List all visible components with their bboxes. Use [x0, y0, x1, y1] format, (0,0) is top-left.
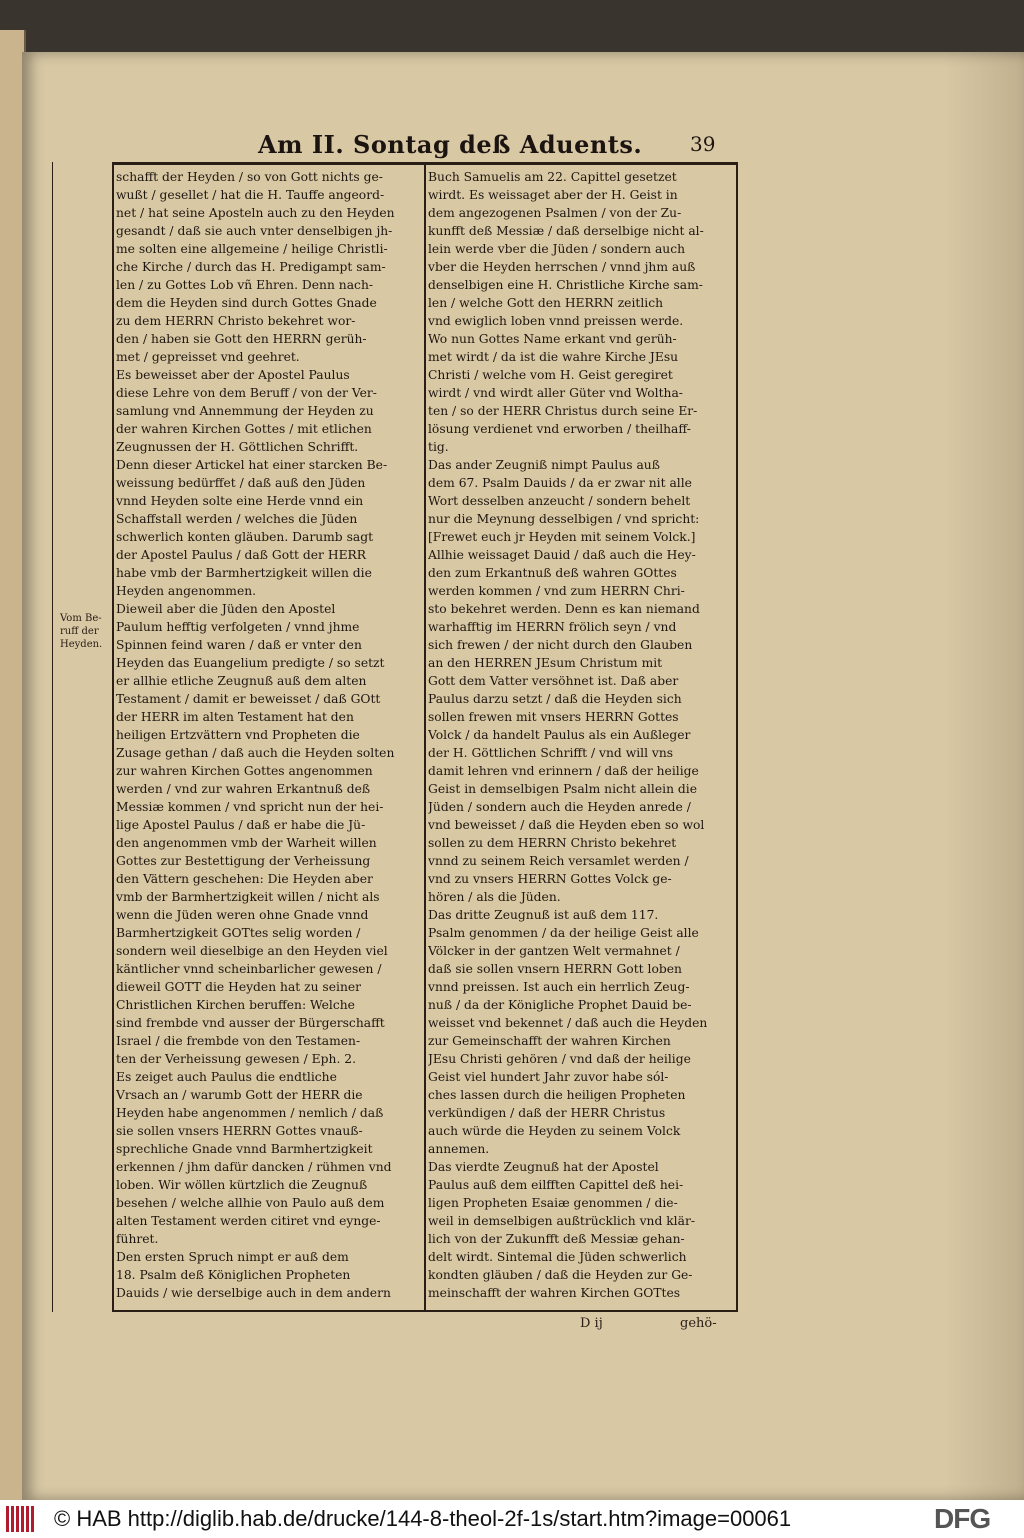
- text-line: der H. Göttlichen Schrifft / vnd will vns: [428, 746, 674, 760]
- text-line: er allhie etliche Zeugnuß auß dem alten: [116, 674, 367, 688]
- footer-copyright-link[interactable]: © HAB http://diglib.hab.de/drucke/144-8-theol-2f-1s/start.htm?image=00061: [54, 1506, 792, 1531]
- text-line: nur die Meynung desselbigen / vnd spricht:: [428, 512, 700, 526]
- text-line: Heyden das Euangelium predigte / so setzt: [116, 656, 385, 670]
- text-line: Jüden / sondern auch die Heyden anrede /: [428, 800, 691, 814]
- text-line: len / zu Gottes Lob vñ Ehren. Denn nach-: [116, 278, 374, 292]
- text-line: met / gepreisset vnd geehret.: [116, 350, 300, 364]
- text-line: Heyden angenommen.: [116, 584, 257, 598]
- text-line: schwerlich konten gläuben. Darumb sagt: [116, 530, 374, 544]
- text-line: wirdt / vnd wirdt aller Güter vnd Woltha-: [428, 386, 683, 400]
- text-line: Vrsach an / warumb Gott der HERR die: [116, 1088, 363, 1102]
- rule-margin-left: [52, 162, 53, 1312]
- text-line: besehen / welche allhie von Paulo auß dem: [116, 1196, 385, 1210]
- text-line: JEsu Christi gehören / vnd daß der heilige: [428, 1052, 691, 1066]
- text-line: Das dritte Zeugnuß ist auß dem 117.: [428, 908, 659, 922]
- rule-center: [424, 162, 426, 1312]
- text-line: meinschafft der wahren Kirchen GOTtes: [428, 1286, 681, 1300]
- text-line: zu dem HERRN Christo bekehret wor-: [116, 314, 356, 328]
- text-line: lich von der Zukunfft deß Messiæ gehan-: [428, 1232, 685, 1246]
- text-line: ten / so der HERR Christus durch seine Er-: [428, 404, 698, 418]
- margin-note: [60, 612, 102, 651]
- text-line: kondten gläuben / daß die Heyden zur Ge-: [428, 1268, 693, 1282]
- text-line: sto bekehret werden. Denn es kan niemand: [428, 602, 700, 616]
- text-line: vnnd preissen. Ist auch ein herrlich Zeug-: [428, 980, 690, 994]
- text-line: sollen frewen mit vnsers HERRN Gottes: [428, 710, 679, 724]
- text-line: Gottes zur Bestettigung der Verheissung: [116, 854, 371, 868]
- text-line: sprechliche Gnade vnnd Barmhertzigkeit: [116, 1142, 373, 1156]
- text-line: Das vierdte Zeugnuß hat der Apostel: [428, 1160, 659, 1174]
- text-line: len / welche Gott den HERRN zeitlich: [428, 296, 664, 310]
- text-line: met wirdt / da ist die wahre Kirche JEsu: [428, 350, 679, 364]
- text-line: Völcker in der gantzen Welt vermahnet /: [428, 944, 680, 958]
- text-line: verkündigen / daß der HERR Christus: [428, 1106, 666, 1120]
- text-line: sondern weil dieselbige an den Heyden viel: [116, 944, 388, 958]
- text-line: damit lehren vnd erinnern / daß der heilige: [428, 764, 699, 778]
- text-line: Messiæ kommen / vnd spricht nun der hei-: [116, 800, 384, 814]
- text-line: daß sie sollen vnsern HERRN Gott loben: [428, 962, 682, 976]
- text-line: Barmhertzigkeit GOTtes selig worden /: [116, 926, 361, 940]
- text-line: sollen zu dem HERRN Christo bekehret: [428, 836, 677, 850]
- text-line: Heyden habe angenommen / nemlich / daß: [116, 1106, 384, 1120]
- text-line: werden kommen / vnd zum HERRN Chri-: [428, 584, 685, 598]
- text-line: kunfft deß Messiæ / daß derselbige nicht al-: [428, 224, 704, 238]
- text-line: Zeugnussen der H. Göttlichen Schrifft.: [116, 440, 359, 454]
- text-line: Wo nun Gottes Name erkant vnd gerüh-: [428, 332, 677, 346]
- text-line: Volck / da handelt Paulus als ein Außleger: [428, 728, 691, 742]
- text-line: Buch Samuelis am 22. Capittel gesetzet: [428, 170, 677, 184]
- text-line: vber die Heyden herrschen / vnnd jhm auß: [428, 260, 696, 274]
- text-line: Psalm genommen / da der heilige Geist alle: [428, 926, 699, 940]
- hab-logo-icon: [6, 1506, 42, 1532]
- right-text-column: [428, 168, 734, 1302]
- text-line: alten Testament werden citiret vnd eynge-: [116, 1214, 381, 1228]
- text-line: vnd ewiglich loben vnnd preissen werde.: [428, 314, 684, 328]
- text-line: Paulum hefftig verfolgeten / vnnd jhme: [116, 620, 360, 634]
- text-line: ches lassen durch die heiligen Propheten: [428, 1088, 686, 1102]
- text-line: delt wirdt. Sintemal die Jüden schwerlich: [428, 1250, 687, 1264]
- text-line: Zusage gethan / daß auch die Heyden solten: [116, 746, 395, 760]
- text-line: der HERR im alten Testament hat den: [116, 710, 354, 724]
- text-line: 18. Psalm deß Königlichen Propheten: [116, 1268, 351, 1282]
- page-header: [258, 130, 738, 162]
- text-line: hören / als die Jüden.: [428, 890, 561, 904]
- text-line: der Apostel Paulus / daß Gott der HERR: [116, 548, 367, 562]
- text-line: weissung bedürffet / daß auß den Jüden: [116, 476, 366, 490]
- text-line: Spinnen feind waren / daß er vnter den: [116, 638, 362, 652]
- text-line: führet.: [116, 1232, 159, 1246]
- text-line: Paulus auß dem eilfften Capittel deß hei-: [428, 1178, 684, 1192]
- running-title: Am II. Sontag deß Aduents.: [258, 130, 643, 159]
- text-line: Allhie weissaget Dauid / daß auch die Hey-: [428, 548, 696, 562]
- text-line: tig.: [428, 440, 449, 454]
- margin-note-line: ruff der: [60, 626, 99, 637]
- text-line: net / hat seine Aposteln auch zu den Heyden: [116, 206, 395, 220]
- text-line: Es zeiget auch Paulus die endtliche: [116, 1070, 337, 1084]
- text-line: der wahren Kirchen Gottes / mit etlichen: [116, 422, 372, 436]
- text-line: me solten eine allgemeine / heilige Christli-: [116, 242, 388, 256]
- dfg-logo: DFG: [934, 1503, 991, 1534]
- page-number: 39: [690, 132, 716, 156]
- text-line: sie sollen vnsers HERRN Gottes vnauß-: [116, 1124, 363, 1138]
- text-line: Dieweil aber die Jüden den Apostel: [116, 602, 336, 616]
- text-line: denselbigen eine H. Christliche Kirche sam-: [428, 278, 703, 292]
- text-line: den Vättern geschehen: Die Heyden aber: [116, 872, 373, 886]
- text-line: werden / vnd zur wahren Erkantnuß deß: [116, 782, 371, 796]
- text-line: Christi / welche vom H. Geist geregiret: [428, 368, 673, 382]
- text-line: dem 67. Psalm Dauids / da er zwar nit alle: [428, 476, 692, 490]
- text-line: auch würde die Heyden zu seinem Volck: [428, 1124, 681, 1138]
- text-line: annemen.: [428, 1142, 490, 1156]
- text-line: weisset vnd bekennet / daß auch die Heyden: [428, 1016, 708, 1030]
- text-line: ligen Propheten Esaiæ genommen / die-: [428, 1196, 678, 1210]
- text-line: wirdt. Es weissaget aber der H. Geist in: [428, 188, 678, 202]
- text-line: che Kirche / durch das H. Predigampt sam-: [116, 260, 386, 274]
- text-line: Geist viel hundert Jahr zuvor habe sól-: [428, 1070, 669, 1084]
- text-line: Das ander Zeugniß nimpt Paulus auß: [428, 458, 660, 472]
- text-line: nuß / da der Königliche Prophet Dauid be-: [428, 998, 692, 1012]
- text-line: Christlichen Kirchen beruffen: Welche: [116, 998, 355, 1012]
- text-line: weil in demselbigen außtrücklich vnd klär-: [428, 1214, 695, 1228]
- margin-note-line: Heyden.: [60, 639, 103, 650]
- text-line: warhafftig im HERRN frölich seyn / vnd: [428, 620, 677, 634]
- text-line: den / haben sie Gott den HERRN gerüh-: [116, 332, 367, 346]
- text-line: Paulus darzu setzt / daß die Heyden sich: [428, 692, 682, 706]
- text-line: käntlicher vnnd scheinbarlicher gewesen /: [116, 962, 382, 976]
- text-line: schafft der Heyden / so von Gott nichts ge-: [116, 170, 383, 184]
- text-line: Wort desselben anzeucht / sondern behelt: [428, 494, 691, 508]
- text-line: Dauids / wie derselbige auch in dem andern: [116, 1286, 391, 1300]
- text-line: wußt / gesellet / hat die H. Tauffe angeord-: [116, 188, 385, 202]
- text-line: erkennen / jhm dafür dancken / rühmen vnd: [116, 1160, 392, 1174]
- text-line: den angenommen vmb der Warheit willen: [116, 836, 377, 850]
- text-line: Schaffstall werden / welches die Jüden: [116, 512, 358, 526]
- rule-right: [736, 162, 738, 1312]
- text-line: sind frembde vnd ausser der Bürgerschafft: [116, 1016, 385, 1030]
- text-line: den zum Erkantnuß deß wahren GOttes: [428, 566, 677, 580]
- text-line: vnnd Heyden solte eine Herde vnnd ein: [116, 494, 364, 508]
- signature-mark: D ij: [580, 1316, 603, 1331]
- margin-note-line: Vom Be-: [60, 613, 102, 624]
- text-line: Testament / damit er beweisset / daß GOtt: [116, 692, 381, 706]
- text-line: zur wahren Kirchen Gottes angenommen: [116, 764, 373, 778]
- text-line: lösung verdienet vnd erworben / theilhaff-: [428, 422, 691, 436]
- text-line: dem angezogenen Psalmen / von der Zu-: [428, 206, 682, 220]
- text-line: habe vmb der Barmhertzigkeit willen die: [116, 566, 372, 580]
- rule-left: [112, 162, 114, 1312]
- text-line: vnnd zu seinem Reich versamlet werden /: [428, 854, 689, 868]
- text-line: wenn die Jüden weren ohne Gnade vnnd: [116, 908, 369, 922]
- text-line: Geist in demselbigen Psalm nicht allein die: [428, 782, 697, 796]
- footer-bar: [0, 1500, 1024, 1538]
- text-line: an den HERREN JEsum Christum mit: [428, 656, 663, 670]
- text-line: lein werde vber die Jüden / sondern auch: [428, 242, 686, 256]
- text-line: vmb der Barmhertzigkeit willen / nicht als: [116, 890, 380, 904]
- text-line: ten der Verheissung gewesen / Eph. 2.: [116, 1052, 356, 1066]
- text-line: sich frewen / der nicht durch den Glauben: [428, 638, 693, 652]
- text-line: dieweil GOTT die Heyden hat zu seiner: [116, 980, 362, 994]
- text-line: zur Gemeinschafft der wahren Kirchen: [428, 1034, 671, 1048]
- text-line: samlung vnd Annemmung der Heyden zu: [116, 404, 374, 418]
- text-line: [Frewet euch jr Heyden mit seinem Volck.]: [428, 530, 696, 544]
- text-line: Den ersten Spruch nimpt er auß dem: [116, 1250, 349, 1264]
- text-line: loben. Wir wöllen kürtzlich die Zeugnuß: [116, 1178, 368, 1192]
- text-line: Es beweisset aber der Apostel Paulus: [116, 368, 350, 382]
- text-line: vnd zu vnsers HERRN Gottes Volck ge-: [428, 872, 672, 886]
- text-line: Gott dem Vatter versöhnet ist. Daß aber: [428, 674, 679, 688]
- text-line: Denn dieser Artickel hat einer starcken Be-: [116, 458, 388, 472]
- catchword: gehö-: [680, 1316, 717, 1331]
- text-line: Israel / die frembde von den Testamen-: [116, 1034, 361, 1048]
- text-line: diese Lehre von dem Beruff / von der Ver-: [116, 386, 377, 400]
- text-line: dem die Heyden sind durch Gottes Gnade: [116, 296, 377, 310]
- text-line: lige Apostel Paulus / daß er habe die Jü-: [116, 818, 366, 832]
- text-line: vnd beweisset / daß die Heyden eben so wol: [428, 818, 705, 832]
- text-line: heiligen Ertzvättern vnd Propheten die: [116, 728, 360, 742]
- text-line: gesandt / daß sie auch vnter denselbigen jh-: [116, 224, 393, 238]
- left-text-column: [116, 168, 422, 1302]
